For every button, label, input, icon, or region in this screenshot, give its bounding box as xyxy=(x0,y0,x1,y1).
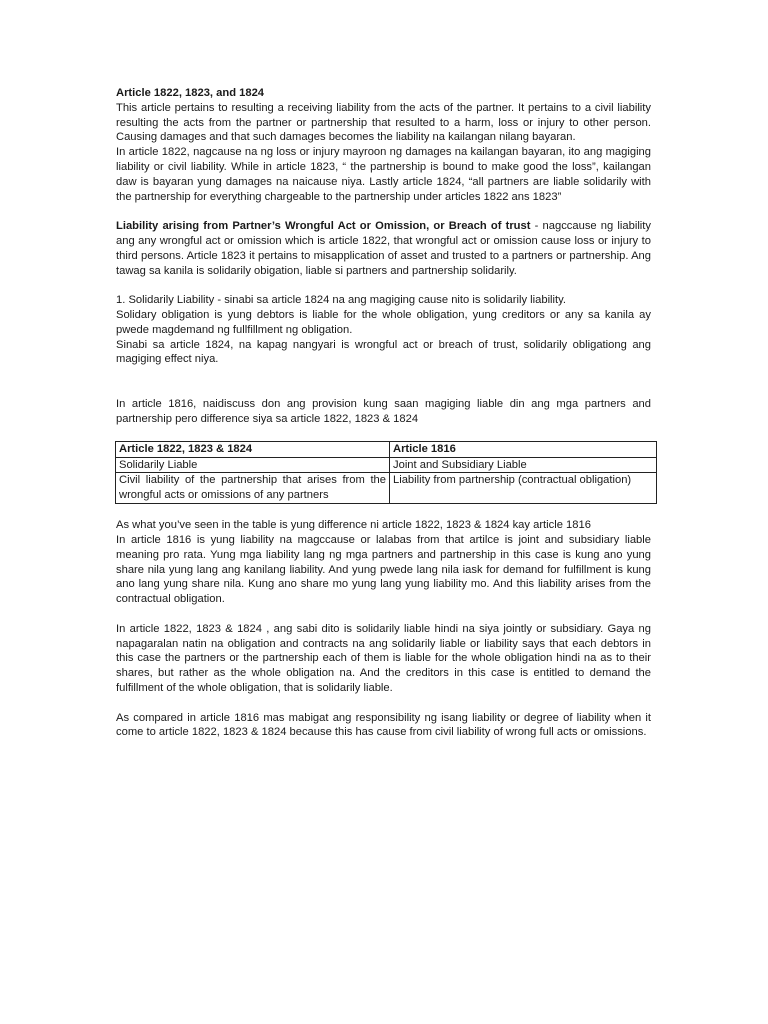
table-header-cell: Article 1822, 1823 & 1824 xyxy=(116,442,390,458)
comparison-table xyxy=(115,441,657,503)
document-page xyxy=(116,86,651,740)
table-difference-line: As what you’ve seen in the table is yung difference ni article 1822, 1823 & 1824 kay article 1816 xyxy=(116,519,591,532)
section-heading-articles: Article 1822, 1823, and 1824 xyxy=(116,87,265,99)
solidary-obligation-paragraph: Solidary obligation is yung debtors is liable for the whole obligation, yung creditors or any sa kanila ay pwede magdemand ng fullfillment ng obligation. xyxy=(116,308,651,336)
articles-explanation-paragraph: In article 1822, nagcause na ng loss or injury mayroon ng damages na kailangan bayaran, ito ang magiging liability or civil liability. While in article 1823, “ the partnership is bound to make good the loss”, kailangan daw is bayaran yung damages na naicause niya. Lastly article 1824, “all partners are liable solidarily with the partnership for everything chargeable to the partnership under articles 1822 ans 1823” xyxy=(116,146,651,203)
intro-paragraph: This article pertains to resulting a receiving liability from the acts of the partner. It pertains to a civil liability resulting the acts from the partner or partnership that resulted to a harm, loss or injury to other person. Causing damages and that such damages becomes the liability na kailangan nilang bayaran. xyxy=(116,101,651,144)
wrongful-act-body: - nagccause ng liability ang any wrongful act or omission which is article 1822, that wrongful act or omission cause loss or injury to third persons. Article 1823 it pertains to misapplication of asset and trusted to a partners or partnership. Ang tawag sa kanila is solidarily obigation, liable si partners and partnership solidarily. xyxy=(116,220,651,277)
article-1816-paragraph: In article 1816, naidiscuss don ang provision kung saan magiging liable din ang mga partners and partnership pero difference siya sa article 1822, 1823 & 1824 xyxy=(116,397,651,425)
table-cell: Liability from partnership (contractual obligation) xyxy=(390,473,657,503)
table-row xyxy=(116,473,657,503)
table-row xyxy=(116,457,657,473)
table-cell: Civil liability of the partnership that arises from the wrongful acts or omissions of any partners xyxy=(116,473,390,503)
table-header-row xyxy=(116,442,657,458)
wrongful-act-heading: Liability arising from Partner’s Wrongful Act or Omission, or Breach of trust xyxy=(116,220,531,233)
solidarily-liability-item: 1. Solidarily Liability - sinabi sa article 1824 na ang magiging cause nito is solidarily liability. xyxy=(116,294,567,307)
table-cell: Solidarily Liable xyxy=(116,457,390,473)
article-1824-paragraph: Sinabi sa article 1824, na kapag nangyari is wrongful act or breach of trust, solidarily obligationg ang magiging effect niya. xyxy=(116,338,651,366)
table-cell: Joint and Subsidiary Liable xyxy=(390,457,657,473)
comparison-conclusion-paragraph: As compared in article 1816 mas mabigat ang responsibility ng isang liability or degree of liability when it come to article 1822, 1823 & 1824 because this has cause from civil liability of wrong full acts or omissions. xyxy=(116,711,651,739)
wrongful-act-paragraph xyxy=(116,219,651,278)
table-header-cell: Article 1816 xyxy=(390,442,657,458)
solidarily-liable-paragraph: In article 1822, 1823 & 1824 , ang sabi dito is solidarily liable hindi na siya jointly or subsidiary. Gaya ng napagaralan natin na obligation and contracts na ang solidarily liable or liability says that each debtors in this case the partners or the partnership each of them is liable for the whole obligation hindi na as to their shares, but rather as the whole obligation na. And the creditors in this case is entitled to demand the fulfillment of the whole obligation, that is solidarily liable. xyxy=(116,622,651,695)
joint-liability-paragraph: In article 1816 is yung liability na magccause or lalabas from that artilce is joint and subsidiary liable meaning pro rata. Yung mga liability lang ng mga partners and partnership in this case is kung ano yung share nila yung lang ang kanilang liability. And yung pwede lang nila iask for demand for fulfillment is kung ano lang yung share nila. Kung ano share mo yung lang yung liability mo. And this liability arises from the contractual obligation. xyxy=(116,534,651,606)
